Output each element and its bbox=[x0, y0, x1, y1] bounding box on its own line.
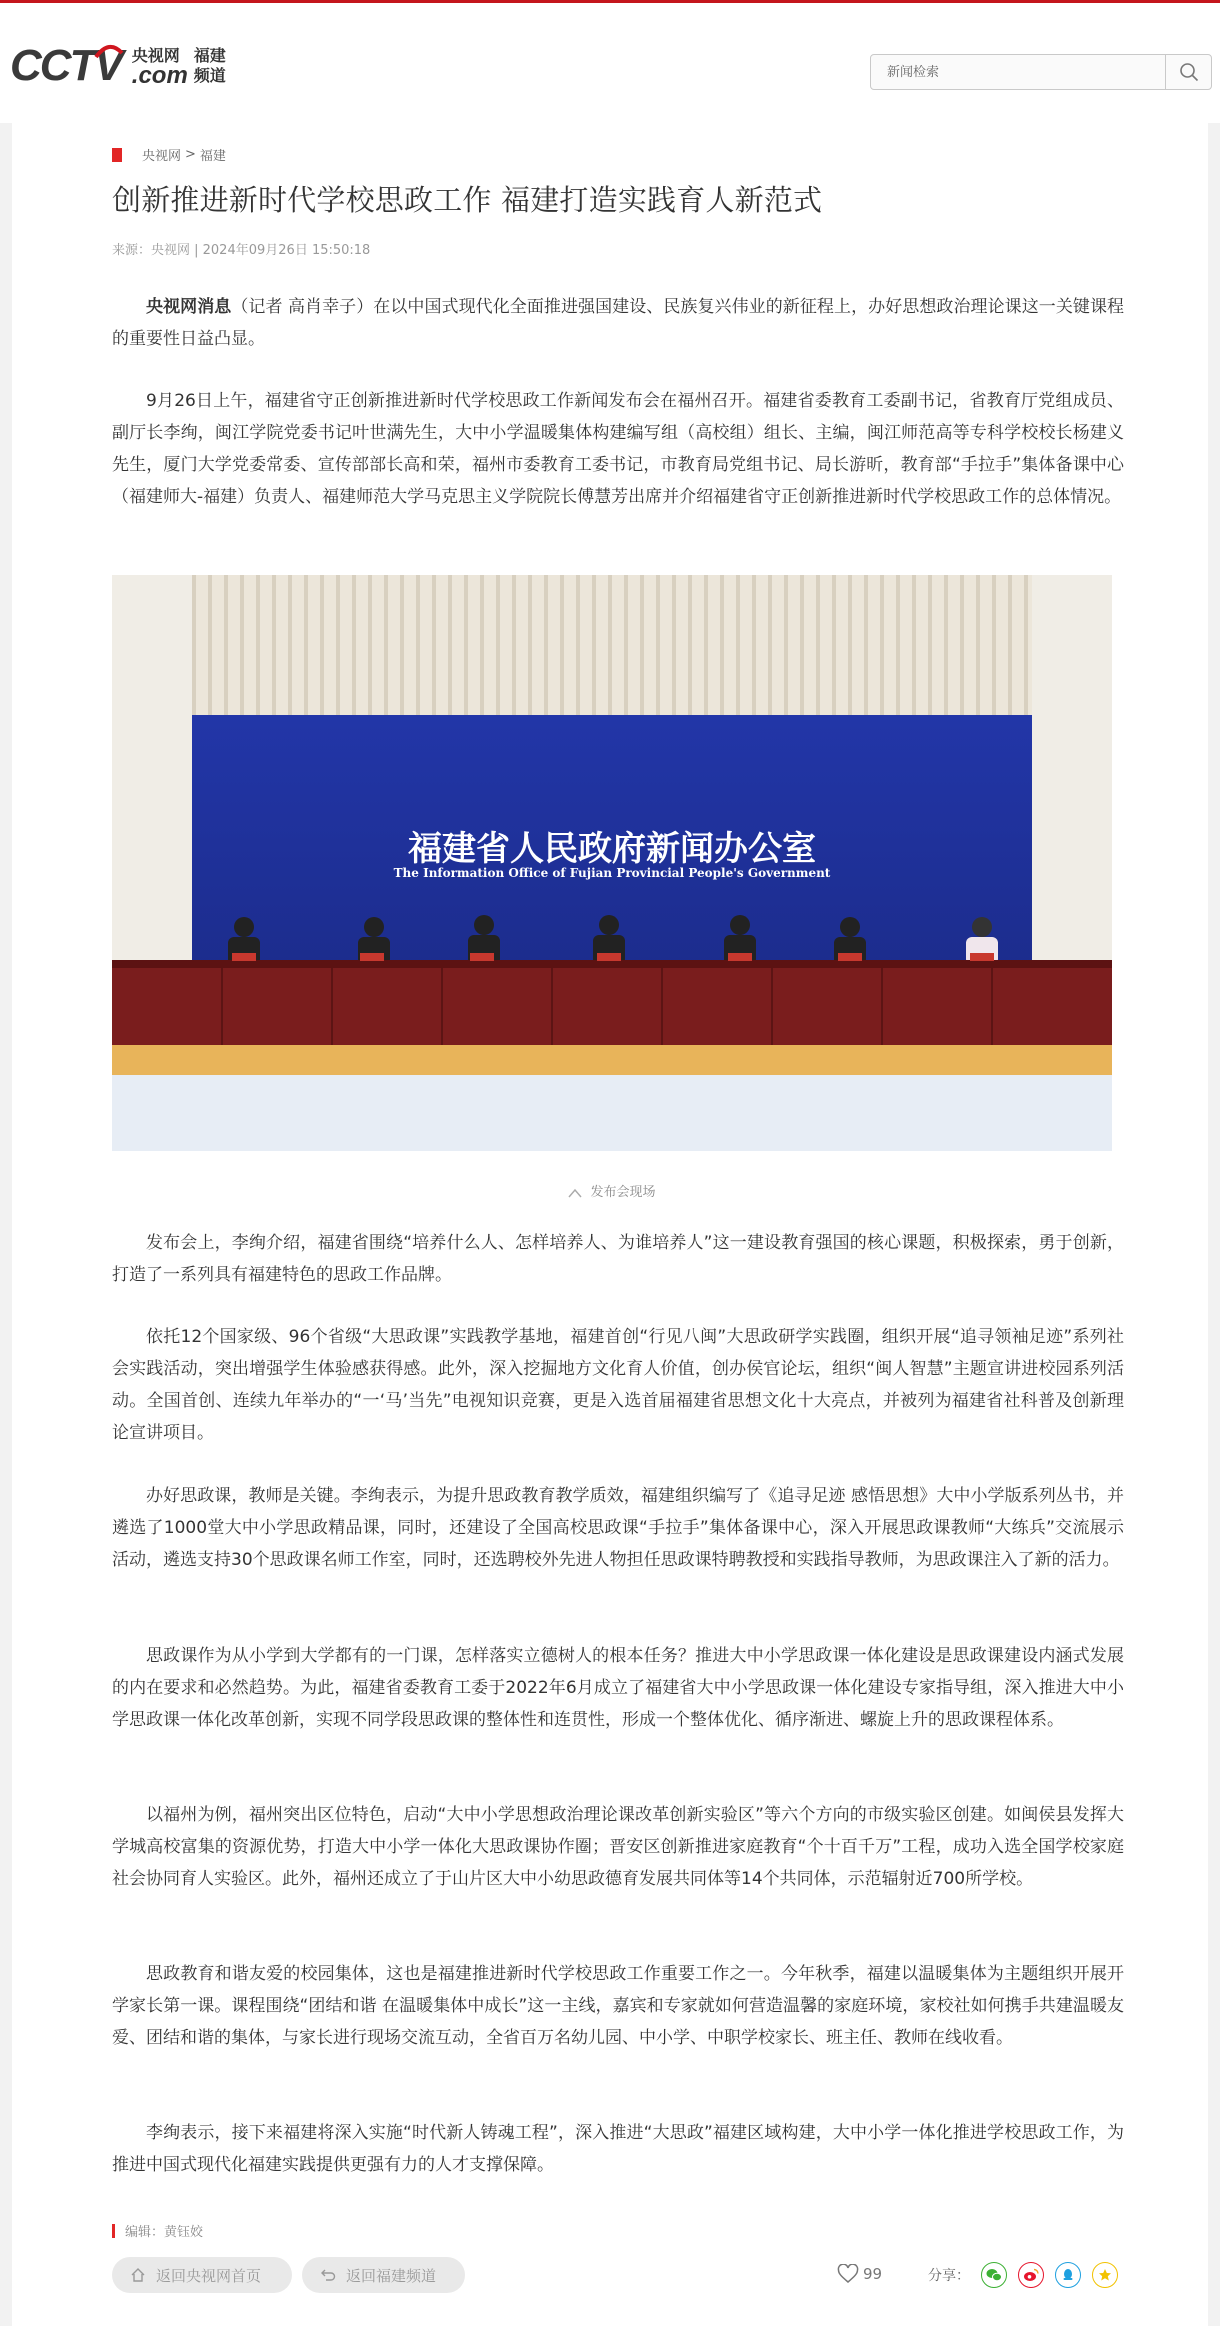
logo-channel: 频道 bbox=[193, 66, 226, 85]
logo-wordmark bbox=[10, 41, 122, 91]
image-caption bbox=[112, 1181, 1112, 1200]
photo-illustration bbox=[112, 575, 1112, 1151]
logo-subtitle bbox=[131, 46, 226, 89]
page-title: 创新推进新时代学校思政工作 福建打造实践育人新范式 bbox=[112, 183, 823, 217]
share-bar bbox=[928, 2262, 1118, 2288]
breadcrumb-separator: > bbox=[185, 147, 196, 162]
logo-cctv-cn: 央视网 bbox=[131, 46, 180, 65]
breadcrumb-section[interactable]: 福建 bbox=[199, 149, 226, 164]
share-weibo-button[interactable] bbox=[1018, 2262, 1044, 2288]
breadcrumb bbox=[112, 145, 226, 164]
paragraph-3: 发布会上，李绚介绍，福建省围绕“培养什么人、怎样培养人、为谁培养人”这一建设教育强国的核心课题，积极探索，勇于创新，打造了一系列具有福建特色的思政工作品牌。 bbox=[112, 1233, 1124, 1285]
paragraph-5: 办好思政课，教师是关键。李绚表示，为提升思政教育教学质效，福建组织编写了《追寻足迹 感悟思想》大中小学版系列丛书，并遴选了1000堂大中小学思政精品课，同时，还建设了全国高校思政课“手拉手”集体备课中心，深入开展思政课教师“大练兵”交流展示活动，遴选支持30个思政课名师工作室，同时，还选聘校外先进人物担任思政课特聘教授和实践指导教师，为思政课注入了新的活力。 bbox=[112, 1486, 1124, 1570]
paragraph-9: 李绚表示，接下来福建将深入实施“时代新人铸魂工程”，深入推进“大思政”福建区域构建，大中小学一体化推进学校思政工作，为推进中国式现代化福建实践提供更强有力的人才支撑保障。 bbox=[112, 2123, 1124, 2175]
lead-source: 央视网消息 bbox=[146, 297, 232, 317]
search-icon bbox=[1179, 62, 1199, 82]
paragraph-2: 9月26日上午，福建省守正创新推进新时代学校思政工作新闻发布会在福州召开。福建省委教育工委副书记，省教育厅党组成员、副厅长李绚，闽江学院党委书记叶世满先生，大中小学温暖集体构建编写组（高校组）组长、主编，闽江师范高等专科学校校长杨建义先生，厦门大学党委常委、宣传部部长高和荣，福州市委教育工委书记，市教育局党组书记、局长游昕，教育部“手拉手”集体备课中心（福建师大-福建）负责人、福建师范大学马克思主义学院院长傅慧芳出席并介绍福建省守正创新推进新时代学校思政工作的总体情况。 bbox=[112, 391, 1124, 507]
breadcrumb-home[interactable]: 央视网 bbox=[142, 149, 182, 164]
logo-cctv-text: CCTV bbox=[10, 41, 122, 90]
like-count: 99 bbox=[863, 2265, 883, 2283]
back-home-button[interactable] bbox=[112, 2257, 292, 2293]
heart-icon bbox=[837, 2264, 859, 2284]
lead-text: （记者 高肖幸子）在以中国式现代化全面推进强国建设、民族复兴伟业的新征程上，办好思想政治理论课这一关键课程的重要性日益凸显。 bbox=[112, 297, 1125, 349]
paragraph-8: 思政教育和谐友爱的校园集体，这也是福建推进新时代学校思政工作重要工作之一。今年秋季，福建以温暖集体为主题组织开展开学家长第一课。课程围绕“团结和谐 在温暖集体中成长”这一主线，嘉宾和专家就如何营造温馨的家庭环境，家校社如何携手共建温暖友爱、团结和谐的集体，与家长进行现场交流互动，全省百万名幼儿园、中小学、中职学校家长、班主任、教师在线收看。 bbox=[112, 1964, 1124, 2048]
editor-marker bbox=[112, 2224, 115, 2238]
paragraph-7: 以福州为例，福州突出区位特色，启动“大中小学思想政治理论课改革创新实验区”等六个方向的市级实验区创建。如闽侯县发挥大学城高校富集的资源优势，打造大中小学一体化大思政课协作圈；晋安区创新推进家庭教育“个十百千万”工程，成功入选全国学校家庭社会协同育人实验区。此外，福州还成立了于山片区大中小幼思政德育发展共同体等14个共同体，示范辐射近700所学校。 bbox=[112, 1805, 1124, 1889]
press-conference-photo bbox=[112, 575, 1112, 1151]
editor-text: 编辑：黄钰姣 bbox=[125, 2225, 204, 2240]
paragraph-lead bbox=[112, 291, 1124, 355]
wechat-icon bbox=[986, 2268, 1002, 2282]
share-wechat-button[interactable] bbox=[981, 2262, 1007, 2288]
paragraph-6: 思政课作为从小学到大学都有的一门课，怎样落实立德树人的根本任务？推进大中小学思政课一体化建设是思政课建设内涵式发展的内在要求和必然趋势。为此，福建省委教育工委于2022年6月成立了福建省大中小学思政课一体化建设专家指导组，深入推进大中小学思政课一体化改革创新，实现不同学段思政课的整体性和连贯性，形成一个整体优化、循序渐进、螺旋上升的思政课程体系。 bbox=[112, 1646, 1124, 1730]
back-channel-label: 返回福建频道 bbox=[346, 2266, 437, 2285]
search-button[interactable] bbox=[1165, 55, 1211, 89]
weibo-icon bbox=[1023, 2268, 1039, 2282]
cctv-logo[interactable] bbox=[10, 36, 226, 96]
like-button[interactable] bbox=[837, 2264, 882, 2284]
search-box bbox=[870, 54, 1212, 90]
logo-eye-icon bbox=[94, 43, 124, 63]
star-icon bbox=[1098, 2268, 1112, 2282]
article-card bbox=[12, 123, 1208, 2326]
share-qq-button[interactable] bbox=[1055, 2262, 1081, 2288]
return-icon bbox=[320, 2267, 336, 2283]
back-channel-button[interactable] bbox=[302, 2257, 465, 2293]
banner-subtitle: The Information Office of Fujian Provincial People's Government bbox=[393, 866, 831, 880]
home-icon bbox=[130, 2267, 146, 2283]
paragraph-4: 依托12个国家级、96个省级“大思政课”实践教学基地，福建首创“行见八闽”大思政研学实践圈，组织开展“追寻领袖足迹”系列社会实践活动，突出增强学生体验感获得感。此外，深入挖掘地方文化育人价值，创办侯官论坛，组织“闽人智慧”主题宣讲进校园系列活动。全国首创、连续九年举办的“一‘马’当先”电视知识竞赛，更是入选首届福建省思想文化十大亮点，并被列为福建省社科普及创新理论宣讲项目。 bbox=[112, 1327, 1124, 1443]
article-meta: 来源：央视网 | 2024年09月26日 15:50:18 bbox=[112, 243, 371, 258]
editor-credit bbox=[112, 2221, 203, 2240]
qq-icon bbox=[1061, 2268, 1075, 2282]
share-qzone-button[interactable] bbox=[1092, 2262, 1118, 2288]
site-header bbox=[0, 3, 1220, 123]
search-input[interactable] bbox=[871, 55, 1165, 89]
share-label: 分享： bbox=[928, 2268, 970, 2284]
banner-title: 福建省人民政府新闻办公室 bbox=[408, 829, 816, 869]
breadcrumb-marker bbox=[112, 148, 122, 162]
logo-fujian: 福建 bbox=[193, 46, 226, 65]
caption-up-icon bbox=[568, 1188, 582, 1198]
caption-text: 发布会现场 bbox=[590, 1185, 656, 1200]
back-home-label: 返回央视网首页 bbox=[156, 2266, 262, 2285]
logo-com: .com bbox=[131, 62, 188, 89]
